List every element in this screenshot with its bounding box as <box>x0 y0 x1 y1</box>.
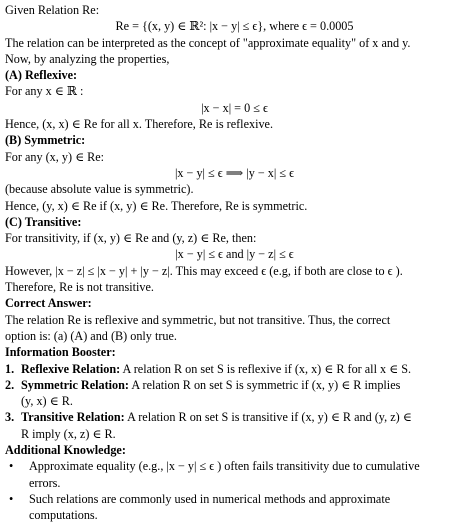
booster-item-continuation: R imply (x, z) ∈ R. <box>21 426 116 441</box>
transitive-counter: However, |x − z| ≤ |x − y| + |y − z|. This may exceed ϵ (e.g, if both are close to ϵ ). <box>5 263 403 278</box>
booster-item-number: 2. <box>5 377 15 392</box>
correct-answer-heading: Correct Answer: <box>5 296 92 311</box>
symmetric-equation: |x − y| ≤ ϵ ⟹ |y − x| ≤ ϵ <box>174 165 295 180</box>
booster-item-number: 3. <box>5 410 15 425</box>
booster-list <box>5 361 464 442</box>
intro-line-1: The relation can be interpreted as the concept of "approximate equality" of x and y. <box>5 35 411 50</box>
transitive-equation: |x − y| ≤ ϵ and |y − z| ≤ ϵ <box>175 247 294 262</box>
bullet-icon: • <box>9 491 14 506</box>
correct-answer-line-1: The relation Re is reflexive and symmetric, but not transitive. Thus, the correct <box>5 312 391 327</box>
transitive-line: For transitivity, if (x, y) ∈ Re and (y, z) ∈ Re, then: <box>5 231 257 246</box>
symmetric-heading: (B) Symmetric: <box>5 133 86 148</box>
correct-answer-line-2: option is: (a) (A) and (B) only true. <box>5 328 177 343</box>
booster-item-continuation: (y, x) ∈ R. <box>21 394 73 409</box>
additional-knowledge-heading: Additional Knowledge: <box>5 443 126 458</box>
booster-item <box>5 409 464 425</box>
relation-definition: Re = {(x, y) ∈ ℝ²: |x − y| ≤ ϵ}, where ϵ = 0.0005 <box>115 19 354 34</box>
symmetric-note: (because absolute value is symmetric). <box>5 182 194 197</box>
given-label: Given Relation Re: <box>5 3 100 17</box>
additional-item-continuation: errors. <box>29 475 61 490</box>
reflexive-equation: |x − x| = 0 ≤ ϵ <box>201 100 268 115</box>
additional-item-continuation: computations. <box>29 508 98 523</box>
additional-item <box>5 458 464 474</box>
additional-item-text: Approximate equality (e.g., |x − y| ≤ ϵ ) often fails transitivity due to cumulative <box>29 459 420 474</box>
booster-item-term: Reflexive Relation: <box>21 361 121 376</box>
booster-item-text: A relation R on set S is reflexive if (x, x) ∈ R for all x ∈ S. <box>120 361 412 376</box>
reflexive-conclusion: Hence, (x, x) ∈ Re for all x. Therefore, Re is reflexive. <box>5 117 274 132</box>
reflexive-heading: (A) Reflexive: <box>5 68 78 83</box>
symmetric-line: For any (x, y) ∈ Re: <box>5 149 105 164</box>
booster-item-text: A relation R on set S is transitive if (x, y) ∈ R and (y, z) ∈ <box>124 410 412 425</box>
reflexive-line: For any x ∈ ℝ : <box>5 84 84 99</box>
symmetric-conclusion: Hence, (y, x) ∈ Re if (x, y) ∈ Re. Therefore, Re is symmetric. <box>5 198 308 213</box>
bullet-icon: • <box>9 459 14 474</box>
booster-item-term: Transitive Relation: <box>21 410 125 425</box>
booster-item-number: 1. <box>5 361 15 376</box>
additional-item-text: Such relations are commonly used in numerical methods and approximate <box>29 491 391 506</box>
transitive-heading: (C) Transitive: <box>5 214 82 229</box>
transitive-conclusion: Therefore, Re is not transitive. <box>5 280 154 295</box>
intro-line-2: Now, by analyzing the properties, <box>5 51 170 66</box>
additional-list <box>5 458 464 523</box>
booster-item <box>5 361 464 377</box>
booster-item <box>5 377 464 393</box>
booster-item-term: Symmetric Relation: <box>21 377 129 392</box>
booster-item-text: A relation R on set S is symmetric if (x, y) ∈ R implies <box>128 377 401 392</box>
additional-item <box>5 491 464 507</box>
information-booster-heading: Information Booster: <box>5 345 116 360</box>
